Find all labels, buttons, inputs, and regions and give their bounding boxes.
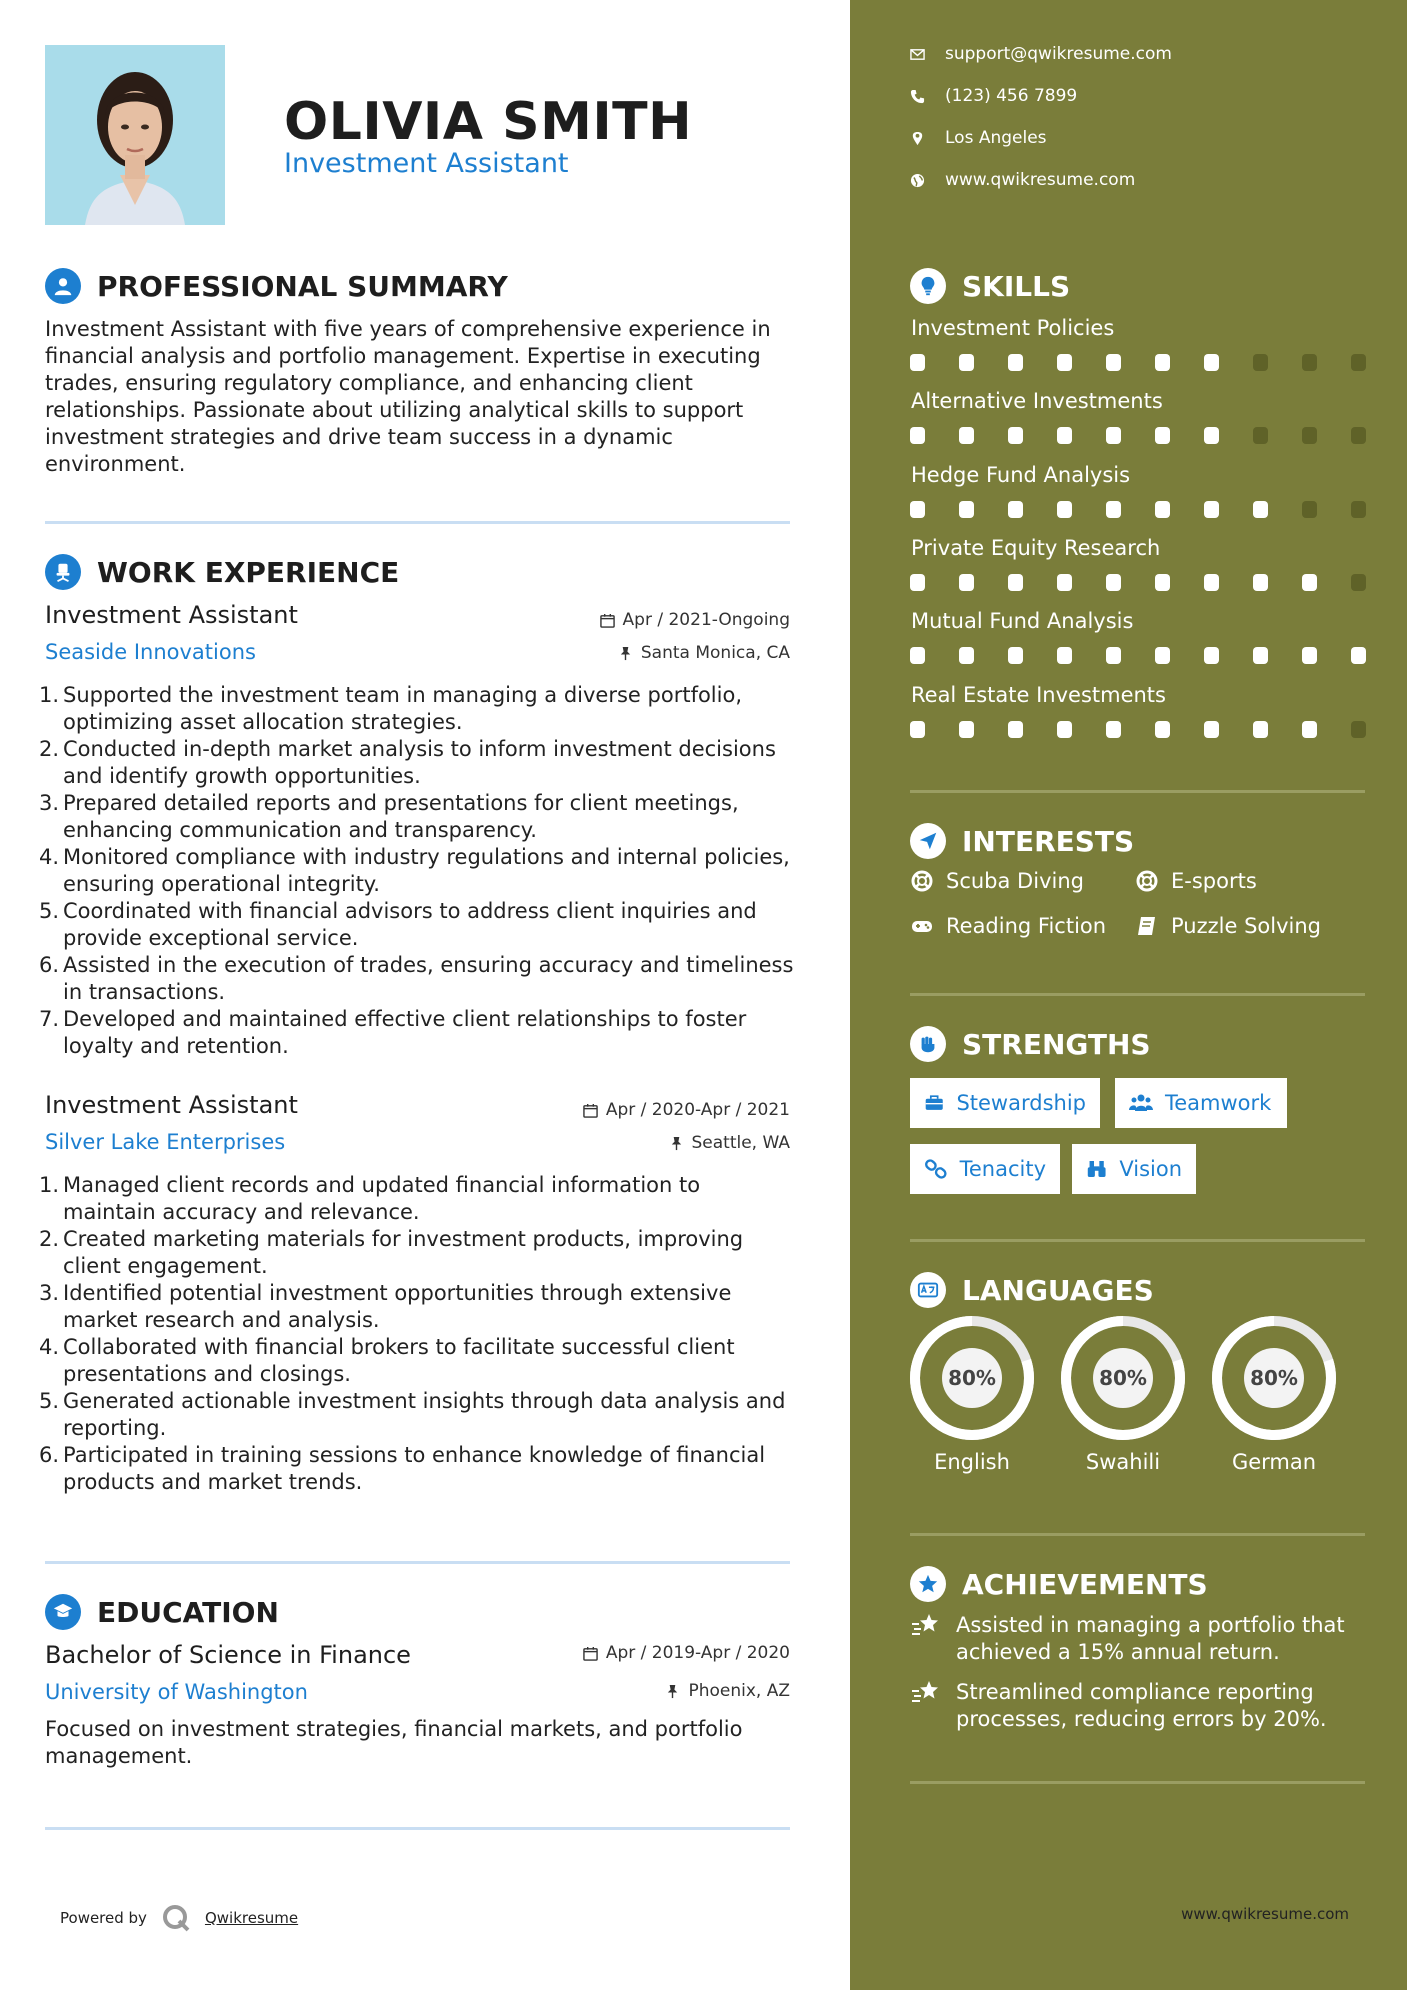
- list-item: Coordinated with financial advisors to address client inquiries and provide exceptional service.: [63, 899, 757, 950]
- list-item: Created marketing materials for investment products, improving client engagement.: [63, 1227, 744, 1278]
- skill-dot-filled: [959, 427, 974, 444]
- job-location: Santa Monica, CA: [618, 643, 790, 663]
- education-title: EDUCATION: [97, 1595, 279, 1629]
- divider: [910, 1781, 1365, 1784]
- summary-heading: [45, 268, 508, 304]
- list-item: Managed client records and updated financial information to maintain accuracy and relevance.: [63, 1173, 701, 1224]
- skill-dot-filled: [910, 721, 925, 738]
- pin-icon: [618, 646, 633, 661]
- office-chair-icon: [45, 554, 81, 590]
- strength-chip: Tenacity: [910, 1144, 1060, 1194]
- skill-dot-empty: [1351, 354, 1366, 371]
- gamepad-icon: [910, 914, 934, 938]
- strengths-heading: [910, 1026, 1151, 1062]
- list-item: Assisted in the execution of trades, ensuring accuracy and timeliness in transactions.: [63, 953, 794, 1004]
- book-icon: [1135, 914, 1159, 938]
- language-gauge: [1061, 1316, 1185, 1440]
- skill-rating: [910, 354, 1366, 371]
- skill-dot-filled: [1057, 501, 1072, 518]
- job-company: Seaside Innovations: [45, 640, 256, 664]
- job-title: Investment Assistant: [45, 1091, 298, 1119]
- skill-dot-filled: [910, 427, 925, 444]
- contact-location: Los Angeles: [910, 128, 1047, 148]
- skill-dot-filled: [1204, 721, 1219, 738]
- degree: Bachelor of Science in Finance: [45, 1641, 411, 1669]
- skill-dot-filled: [1008, 647, 1023, 664]
- language-german: [1212, 1316, 1336, 1474]
- skill-dot-empty: [1351, 427, 1366, 444]
- skill-dot-filled: [1008, 354, 1023, 371]
- skill-name: Private Equity Research: [911, 536, 1161, 560]
- achievements-heading: [910, 1566, 1208, 1602]
- briefcase-icon: [924, 1091, 944, 1115]
- skill-dot-filled: [959, 647, 974, 664]
- summary-title: PROFESSIONAL SUMMARY: [97, 269, 508, 303]
- translate-icon: [910, 1272, 946, 1308]
- experience-heading: [45, 554, 399, 590]
- skill-dot-filled: [1155, 721, 1170, 738]
- education-location: Phoenix, AZ: [665, 1681, 790, 1701]
- list-item: Conducted in-depth market analysis to inform investment decisions and identify growth opportunities.: [63, 737, 776, 788]
- skill-rating: [910, 647, 1366, 664]
- fist-icon: [910, 1026, 946, 1062]
- skill-name: Mutual Fund Analysis: [911, 609, 1134, 633]
- divider: [910, 1239, 1365, 1242]
- contact-website: www.qwikresume.com: [910, 170, 1135, 190]
- skill-dot-filled: [1106, 427, 1121, 444]
- globe-icon: [910, 173, 925, 188]
- skill-dot-filled: [1302, 647, 1317, 664]
- skill-dot-filled: [910, 647, 925, 664]
- job-bullets: [45, 1172, 795, 1496]
- languages-title: LANGUAGES: [962, 1273, 1154, 1307]
- interests-heading: [910, 823, 1134, 859]
- education-description: Focused on investment strategies, financial markets, and portfolio management.: [45, 1717, 743, 1768]
- sidebar: [850, 0, 1407, 1990]
- experience-title: WORK EXPERIENCE: [97, 555, 400, 589]
- list-item: Generated actionable investment insights through data analysis and reporting.: [63, 1389, 786, 1440]
- calendar-icon: [583, 1103, 598, 1118]
- languages-heading: [910, 1272, 1154, 1308]
- education-heading: [45, 1594, 279, 1630]
- skill-rating: [910, 501, 1366, 518]
- job-location: Seattle, WA: [669, 1133, 791, 1153]
- skill-dot-empty: [1302, 427, 1317, 444]
- graduate-icon: [45, 1594, 81, 1630]
- summary-text: Investment Assistant with five years of comprehensive experience in financial analysis and portfolio management. Expertise in executing trades, ensuring regulatory compliance, and enhancing client relationships. Passionate about utilizing analytical skills to support investment strategies and drive team success in a dynamic environment.: [45, 317, 771, 476]
- skills-heading: [910, 268, 1070, 304]
- contact-phone: (123) 456 7899: [910, 86, 1077, 106]
- interest-item: Scuba Diving: [910, 869, 1084, 893]
- skill-dot-empty: [1302, 501, 1317, 518]
- divider: [910, 790, 1365, 793]
- job-bullets: [45, 682, 795, 1060]
- link-icon: [924, 1157, 948, 1181]
- users-icon: [1129, 1091, 1153, 1115]
- school: University of Washington: [45, 1680, 308, 1704]
- binoculars-icon: [1086, 1157, 1107, 1181]
- list-item: Supported the investment team in managing a diverse portfolio, optimizing asset allocation strategies.: [63, 683, 743, 734]
- pin-icon: [669, 1136, 684, 1151]
- calendar-icon: [583, 1646, 598, 1661]
- skill-dot-filled: [1008, 574, 1023, 591]
- skill-name: Hedge Fund Analysis: [911, 463, 1131, 487]
- language-gauge: [910, 1316, 1034, 1440]
- skill-dot-filled: [1253, 501, 1268, 518]
- achievements-title: ACHIEVEMENTS: [962, 1567, 1208, 1601]
- divider: [910, 1533, 1365, 1536]
- skill-dot-filled: [1008, 427, 1023, 444]
- skill-dot-filled: [1204, 647, 1219, 664]
- contact-email: support@qwikresume.com: [910, 44, 1172, 64]
- skill-dot-filled: [1253, 721, 1268, 738]
- skill-name: Investment Policies: [911, 316, 1115, 340]
- list-item: Prepared detailed reports and presentations for client meetings, enhancing communication and transparency.: [63, 791, 739, 842]
- list-item: Collaborated with financial brokers to facilitate successful client presentations and closings.: [63, 1335, 735, 1386]
- job-title: Investment Assistant: [45, 601, 298, 629]
- pin-icon: [665, 1684, 680, 1699]
- life-ring-icon: [1135, 869, 1159, 893]
- skill-dot-filled: [1057, 721, 1072, 738]
- skill-rating: [910, 574, 1366, 591]
- skill-dot-filled: [1253, 574, 1268, 591]
- lightbulb-icon: [910, 268, 946, 304]
- interest-item: E-sports: [1135, 869, 1257, 893]
- skill-rating: [910, 427, 1366, 444]
- skill-dot-empty: [1253, 427, 1268, 444]
- skills-title: SKILLS: [962, 269, 1071, 303]
- skill-dot-filled: [1155, 354, 1170, 371]
- job-date: Apr / 2020-Apr / 2021: [583, 1100, 790, 1120]
- skill-dot-filled: [959, 574, 974, 591]
- skill-dot-filled: [1106, 501, 1121, 518]
- skill-dot-filled: [1057, 427, 1072, 444]
- skill-dot-filled: [1057, 354, 1072, 371]
- skill-name: Real Estate Investments: [911, 683, 1166, 707]
- skill-dot-filled: [1204, 427, 1219, 444]
- job-company: Silver Lake Enterprises: [45, 1130, 286, 1154]
- powered-by: Powered by Qwikresume: [60, 1903, 298, 1933]
- language-gauge: [1212, 1316, 1336, 1440]
- interests-title: INTERESTS: [962, 824, 1135, 858]
- skill-dot-filled: [1106, 721, 1121, 738]
- skill-dot-filled: [1057, 574, 1072, 591]
- language-name: English: [934, 1450, 1010, 1474]
- language-name: German: [1231, 1450, 1317, 1474]
- skill-dot-filled: [1155, 427, 1170, 444]
- skill-dot-filled: [1204, 354, 1219, 371]
- map-marker-icon: [910, 131, 925, 146]
- language-percent: 80%: [948, 1366, 996, 1390]
- interest-item: Reading Fiction: [910, 914, 1106, 938]
- skill-dot-filled: [1106, 647, 1121, 664]
- divider: [45, 521, 790, 524]
- skill-dot-filled: [1204, 574, 1219, 591]
- list-item: Monitored compliance with industry regulations and internal policies, ensuring operational integrity.: [63, 845, 790, 896]
- calendar-icon: [600, 613, 615, 628]
- profile-photo: [45, 45, 225, 225]
- skill-dot-filled: [1351, 647, 1366, 664]
- skill-dot-filled: [910, 501, 925, 518]
- skill-dot-filled: [1057, 647, 1072, 664]
- footer-url[interactable]: www.qwikresume.com: [1181, 1905, 1349, 1923]
- list-item: Identified potential investment opportunities through extensive market research and analysis.: [63, 1281, 732, 1332]
- skill-dot-filled: [1008, 721, 1023, 738]
- strength-chip: Vision: [1072, 1144, 1196, 1194]
- skill-dot-filled: [910, 354, 925, 371]
- skill-name: Alternative Investments: [911, 389, 1163, 413]
- phone-icon: [910, 89, 925, 104]
- job-date: Apr / 2021-Ongoing: [600, 610, 790, 630]
- candidate-role: Investment Assistant: [284, 148, 569, 179]
- language-percent: 80%: [1099, 1366, 1147, 1390]
- skill-dot-filled: [1302, 574, 1317, 591]
- skill-dot-filled: [959, 721, 974, 738]
- candidate-name: OLIVIA SMITH: [284, 92, 693, 152]
- star-badge-icon: [910, 1566, 946, 1602]
- skill-dot-filled: [1302, 721, 1317, 738]
- skill-dot-filled: [1008, 501, 1023, 518]
- shooting-star-icon: [910, 1677, 942, 1709]
- skill-dot-filled: [1155, 574, 1170, 591]
- strengths-title: STRENGTHS: [962, 1027, 1151, 1061]
- achievement-item: Streamlined compliance reporting processes, reducing errors by 20%.: [910, 1679, 1370, 1733]
- skill-dot-filled: [1204, 501, 1219, 518]
- skill-dot-filled: [910, 574, 925, 591]
- skill-dot-filled: [1155, 647, 1170, 664]
- life-ring-icon: [910, 869, 934, 893]
- skill-dot-filled: [959, 501, 974, 518]
- interest-item: Puzzle Solving: [1135, 914, 1321, 938]
- divider: [910, 993, 1365, 996]
- skill-dot-empty: [1351, 501, 1366, 518]
- education-date: Apr / 2019-Apr / 2020: [583, 1643, 790, 1663]
- skill-dot-filled: [1106, 574, 1121, 591]
- qwikresume-link[interactable]: Qwikresume: [204, 1909, 299, 1927]
- skill-dot-filled: [959, 354, 974, 371]
- divider: [45, 1827, 790, 1830]
- language-percent: 80%: [1250, 1366, 1298, 1390]
- language-english: [910, 1316, 1034, 1474]
- language-name: Swahili: [1085, 1450, 1161, 1474]
- skill-dot-empty: [1302, 354, 1317, 371]
- skill-dot-filled: [1253, 647, 1268, 664]
- strength-chip: Stewardship: [910, 1078, 1100, 1128]
- strength-chip: Teamwork: [1115, 1078, 1287, 1128]
- skill-dot-filled: [1155, 501, 1170, 518]
- envelope-icon: [910, 47, 925, 62]
- list-item: Developed and maintained effective client relationships to foster loyalty and retention.: [63, 1007, 747, 1058]
- skill-dot-empty: [1351, 721, 1366, 738]
- shooting-star-icon: [910, 1610, 942, 1642]
- list-item: Participated in training sessions to enhance knowledge of financial products and market trends.: [63, 1443, 766, 1494]
- divider: [45, 1561, 790, 1564]
- language-swahili: [1061, 1316, 1185, 1474]
- achievement-item: Assisted in managing a portfolio that achieved a 15% annual return.: [910, 1612, 1370, 1666]
- skill-dot-filled: [1106, 354, 1121, 371]
- paper-plane-icon: [910, 823, 946, 859]
- skill-dot-empty: [1253, 354, 1268, 371]
- qwikresume-logo-icon: [161, 1903, 191, 1933]
- skill-dot-empty: [1351, 574, 1366, 591]
- skill-rating: [910, 721, 1366, 738]
- user-icon: [45, 268, 81, 304]
